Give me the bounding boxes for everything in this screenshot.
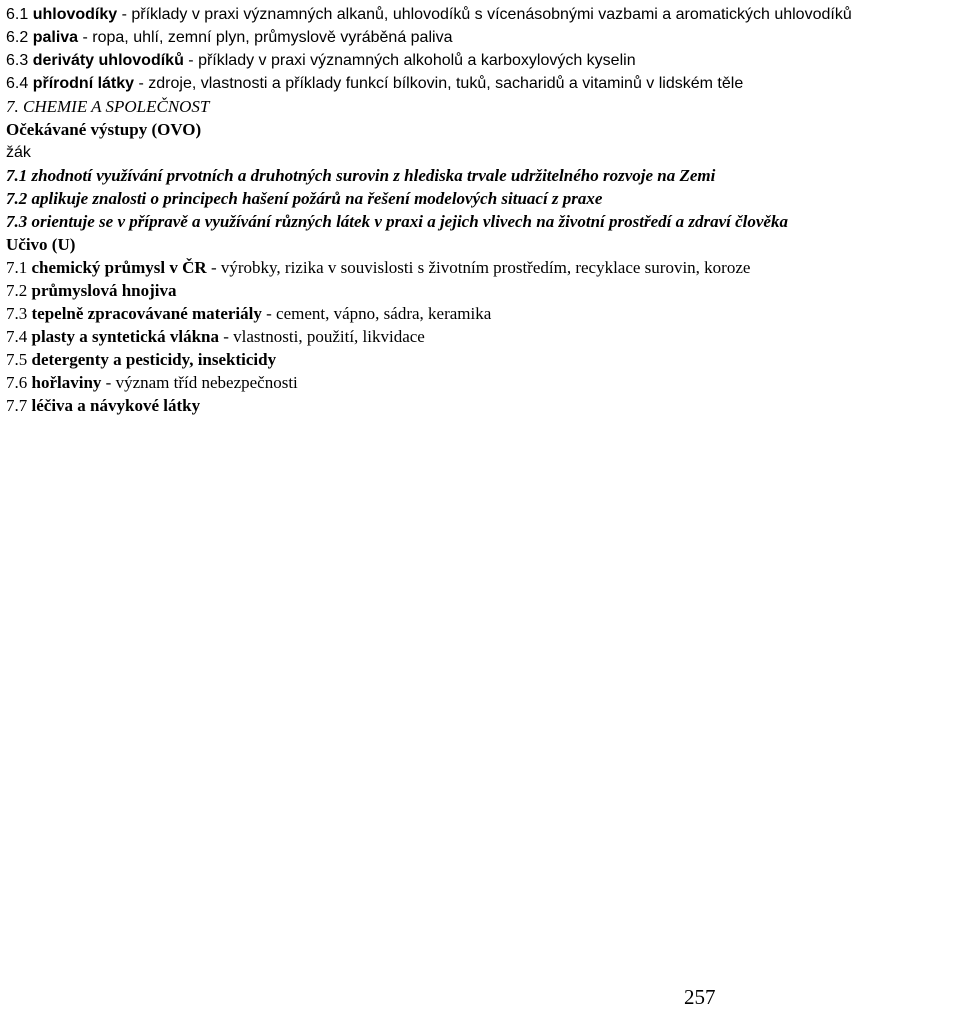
item-description: - cement, vápno, sádra, keramika [261,304,492,323]
curriculum-item-7-7 [6,394,956,417]
page-number: 257 [684,985,716,1009]
item-number: 7.1 [6,258,28,277]
item-description: - výrobky, rizika v souvislosti s životním prostředím, recyklace surovin, koroze [206,258,751,277]
item-description: - zdroje, vlastnosti a příklady funkcí bílkovin, tuků, sacharidů a vitaminů v lidském těle [134,75,744,92]
expected-outcomes-heading: Očekávané výstupy (OVO) [6,120,202,139]
item-number: 7.7 [6,396,28,415]
item-topic: přírodní látky [32,75,135,92]
item-topic: průmyslová hnojiva [31,281,177,300]
item-topic: chemický průmysl v ČR [31,258,207,277]
item-topic: detergenty a pesticidy, insekticidy [31,350,277,369]
item-number: 6.3 [6,52,29,69]
student-label: žák [6,144,31,161]
item-topic: paliva [32,29,79,46]
item-number: 7.2 [6,281,28,300]
item-description: - příklady v praxi významných alkoholů a karboxylových kyselin [183,52,636,69]
outcome-7-2: 7.2 aplikuje znalosti o principech hašení požárů na řešení modelových situací z praxe [6,189,603,208]
curriculum-item-6-1 [6,3,956,26]
item-topic: uhlovodíky [32,6,118,23]
item-number: 7.3 [6,304,28,323]
curriculum-item-7-3 [6,302,956,325]
section-heading: 7. CHEMIE A SPOLEČNOST [6,97,210,116]
document-body [6,3,956,417]
curriculum-item-6-4 [6,72,956,95]
outcome-7-3: 7.3 orientuje se v přípravě a využívání různých látek v praxi a jejich vlivech na životní prostředí a zdraví člověka [6,212,788,231]
item-number: 7.4 [6,327,28,346]
item-description: - příklady v praxi významných alkanů, uhlovodíků s vícenásobnými vazbami a aromatických uhlovodíků [117,6,852,23]
item-description: - význam tříd nebezpečnosti [101,373,298,392]
curriculum-item-7-2 [6,279,956,302]
item-number: 6.1 [6,6,29,23]
curriculum-item-6-2 [6,26,956,49]
curriculum-item-7-4 [6,325,956,348]
item-topic: hořlaviny [31,373,102,392]
curriculum-item-7-6 [6,371,956,394]
curriculum-item-6-3 [6,49,956,72]
curriculum-item-7-5 [6,348,956,371]
item-description: - ropa, uhlí, zemní plyn, průmyslově vyráběná paliva [78,29,453,46]
curriculum-item-7-1 [6,256,956,279]
curriculum-heading: Učivo (U) [6,235,76,254]
item-number: 6.2 [6,29,29,46]
item-topic: plasty a syntetická vlákna [31,327,219,346]
item-topic: tepelně zpracovávané materiály [31,304,262,323]
outcome-7-1: 7.1 zhodnotí využívání prvotních a druhotných surovin z hlediska trvale udržitelného rozvoje na Zemi [6,166,716,185]
item-number: 7.5 [6,350,28,369]
item-number: 7.6 [6,373,28,392]
item-topic: deriváty uhlovodíků [32,52,184,69]
item-topic: léčiva a návykové látky [31,396,201,415]
item-description: - vlastnosti, použití, likvidace [219,327,425,346]
item-number: 6.4 [6,75,29,92]
